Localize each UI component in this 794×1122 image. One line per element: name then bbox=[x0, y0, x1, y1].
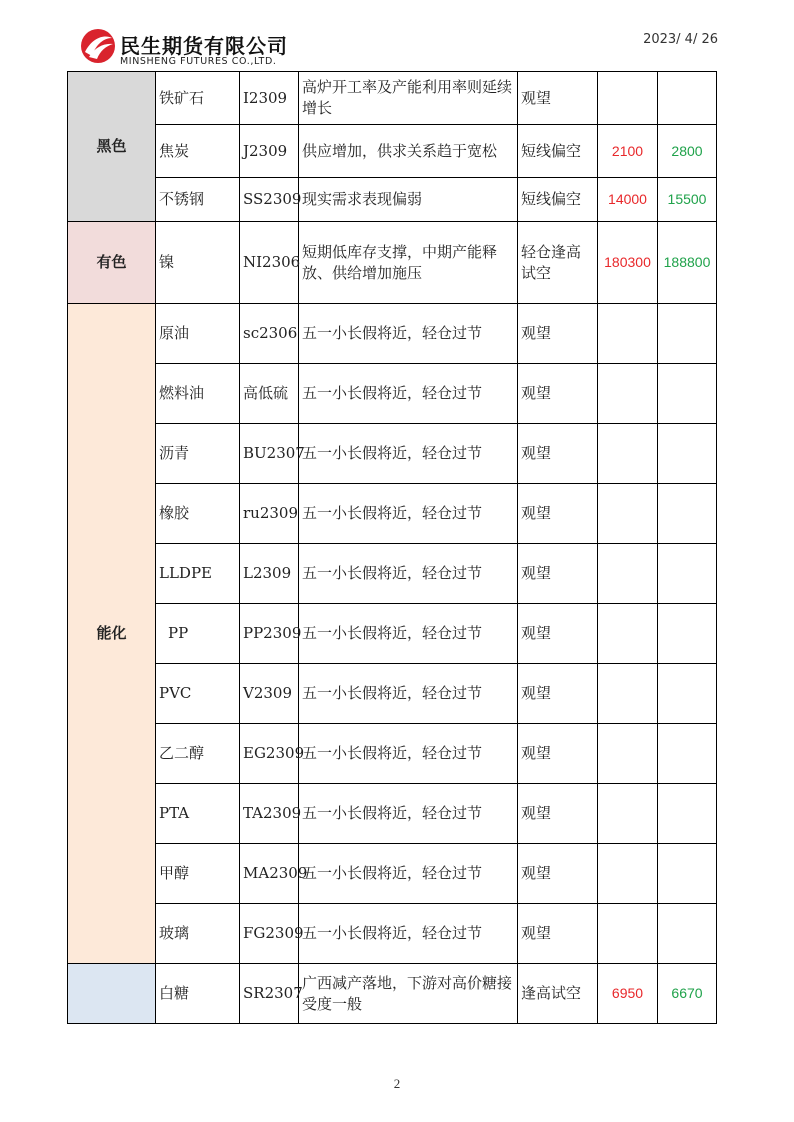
entry-price: 2100 bbox=[598, 125, 658, 178]
table-row bbox=[68, 424, 717, 484]
strategy-table bbox=[67, 71, 717, 1024]
stop-price bbox=[658, 304, 717, 364]
contract-code: EG2309 bbox=[240, 724, 299, 784]
logic-text: 五一小长假将近，轻仓过节 bbox=[299, 424, 518, 484]
entry-price bbox=[598, 904, 658, 964]
product-name: 焦炭 bbox=[156, 125, 240, 178]
table-row bbox=[68, 904, 717, 964]
stop-price bbox=[658, 544, 717, 604]
product-name: 燃料油 bbox=[156, 364, 240, 424]
product-name: LLDPE bbox=[156, 544, 240, 604]
strategy-view: 轻仓逢高试空 bbox=[518, 222, 598, 304]
entry-price bbox=[598, 484, 658, 544]
strategy-view: 短线偏空 bbox=[518, 178, 598, 222]
logic-text: 五一小长假将近，轻仓过节 bbox=[299, 364, 518, 424]
stop-price: 188800 bbox=[658, 222, 717, 304]
logic-text: 五一小长假将近，轻仓过节 bbox=[299, 484, 518, 544]
contract-code: MA2309 bbox=[240, 844, 299, 904]
entry-price bbox=[598, 72, 658, 125]
stop-price bbox=[658, 844, 717, 904]
entry-price bbox=[598, 364, 658, 424]
strategy-view: 观望 bbox=[518, 844, 598, 904]
stop-price: 15500 bbox=[658, 178, 717, 222]
table-row bbox=[68, 72, 717, 125]
stop-price bbox=[658, 364, 717, 424]
product-name: 沥青 bbox=[156, 424, 240, 484]
stop-price: 2800 bbox=[658, 125, 717, 178]
contract-code: SR2307 bbox=[240, 964, 299, 1024]
category-energy-chem: 能化 bbox=[68, 304, 156, 964]
table-row bbox=[68, 964, 717, 1024]
entry-price: 180300 bbox=[598, 222, 658, 304]
product-name: 玻璃 bbox=[156, 904, 240, 964]
category-nonferrous: 有色 bbox=[68, 222, 156, 304]
strategy-view: 观望 bbox=[518, 544, 598, 604]
table-row bbox=[68, 222, 717, 304]
logic-text: 五一小长假将近，轻仓过节 bbox=[299, 784, 518, 844]
strategy-view: 短线偏空 bbox=[518, 125, 598, 178]
brand-name-cn: 民生期货有限公司 bbox=[120, 34, 288, 58]
table-row bbox=[68, 484, 717, 544]
strategy-view: 观望 bbox=[518, 784, 598, 844]
strategy-view: 观望 bbox=[518, 424, 598, 484]
strategy-view: 观望 bbox=[518, 484, 598, 544]
minsheng-logo-icon bbox=[80, 28, 116, 64]
contract-code: 高低硫 bbox=[240, 364, 299, 424]
contract-code: J2309 bbox=[240, 125, 299, 178]
strategy-view: 观望 bbox=[518, 724, 598, 784]
strategy-view: 观望 bbox=[518, 72, 598, 125]
logic-text: 五一小长假将近，轻仓过节 bbox=[299, 904, 518, 964]
contract-code: TA2309 bbox=[240, 784, 299, 844]
product-name: 橡胶 bbox=[156, 484, 240, 544]
stop-price bbox=[658, 424, 717, 484]
strategy-view: 观望 bbox=[518, 304, 598, 364]
table-row bbox=[68, 544, 717, 604]
stop-price bbox=[658, 72, 717, 125]
contract-code: V2309 bbox=[240, 664, 299, 724]
product-name: 不锈钢 bbox=[156, 178, 240, 222]
contract-code: I2309 bbox=[240, 72, 299, 125]
entry-price: 6950 bbox=[598, 964, 658, 1024]
table-row bbox=[68, 664, 717, 724]
report-date: 2023/ 4/ 26 bbox=[643, 32, 718, 47]
stop-price: 6670 bbox=[658, 964, 717, 1024]
stop-price bbox=[658, 724, 717, 784]
strategy-view: 观望 bbox=[518, 904, 598, 964]
table-row bbox=[68, 178, 717, 222]
stop-price bbox=[658, 904, 717, 964]
logic-text: 五一小长假将近，轻仓过节 bbox=[299, 544, 518, 604]
logic-text: 五一小长假将近，轻仓过节 bbox=[299, 604, 518, 664]
product-name: 乙二醇 bbox=[156, 724, 240, 784]
product-name: PVC bbox=[156, 664, 240, 724]
logic-text: 五一小长假将近，轻仓过节 bbox=[299, 724, 518, 784]
entry-price bbox=[598, 604, 658, 664]
stop-price bbox=[658, 664, 717, 724]
entry-price bbox=[598, 424, 658, 484]
product-name: 镍 bbox=[156, 222, 240, 304]
entry-price bbox=[598, 844, 658, 904]
logic-text: 现实需求表现偏弱 bbox=[299, 178, 518, 222]
table-row bbox=[68, 604, 717, 664]
strategy-view: 观望 bbox=[518, 364, 598, 424]
logic-text: 五一小长假将近，轻仓过节 bbox=[299, 304, 518, 364]
logic-text: 广西减产落地，下游对高价糖接受度一般 bbox=[299, 964, 518, 1024]
category-soft bbox=[68, 964, 156, 1024]
product-name: PTA bbox=[156, 784, 240, 844]
table-row bbox=[68, 125, 717, 178]
contract-code: ru2309 bbox=[240, 484, 299, 544]
contract-code: FG2309 bbox=[240, 904, 299, 964]
logic-text: 五一小长假将近，轻仓过节 bbox=[299, 664, 518, 724]
contract-code: L2309 bbox=[240, 544, 299, 604]
contract-code: sc2306 bbox=[240, 304, 299, 364]
entry-price bbox=[598, 544, 658, 604]
strategy-view: 观望 bbox=[518, 664, 598, 724]
page-header bbox=[0, 0, 794, 72]
entry-price bbox=[598, 784, 658, 844]
strategy-view: 观望 bbox=[518, 604, 598, 664]
brand-name-en: MINSHENG FUTURES CO.,LTD. bbox=[120, 56, 277, 67]
contract-code: PP2309 bbox=[240, 604, 299, 664]
logic-text: 短期低库存支撑，中期产能释放、供给增加施压 bbox=[299, 222, 518, 304]
entry-price bbox=[598, 664, 658, 724]
product-name: 原油 bbox=[156, 304, 240, 364]
contract-code: NI2306 bbox=[240, 222, 299, 304]
contract-code: SS2309 bbox=[240, 178, 299, 222]
table-row bbox=[68, 784, 717, 844]
table-row bbox=[68, 304, 717, 364]
product-name: 白糖 bbox=[156, 964, 240, 1024]
table-row bbox=[68, 844, 717, 904]
table-row bbox=[68, 724, 717, 784]
table-row bbox=[68, 364, 717, 424]
product-name: 甲醇 bbox=[156, 844, 240, 904]
entry-price bbox=[598, 304, 658, 364]
stop-price bbox=[658, 784, 717, 844]
product-name: 铁矿石 bbox=[156, 72, 240, 125]
stop-price bbox=[658, 484, 717, 544]
logic-text: 高炉开工率及产能利用率则延续增长 bbox=[299, 72, 518, 125]
stop-price bbox=[658, 604, 717, 664]
entry-price bbox=[598, 724, 658, 784]
contract-code: BU2307 bbox=[240, 424, 299, 484]
entry-price: 14000 bbox=[598, 178, 658, 222]
logic-text: 五一小长假将近，轻仓过节 bbox=[299, 844, 518, 904]
category-black: 黑色 bbox=[68, 72, 156, 222]
strategy-view: 逢高试空 bbox=[518, 964, 598, 1024]
product-name: PP bbox=[156, 604, 240, 664]
page-number: 2 bbox=[393, 1076, 401, 1091]
logic-text: 供应增加，供求关系趋于宽松 bbox=[299, 125, 518, 178]
